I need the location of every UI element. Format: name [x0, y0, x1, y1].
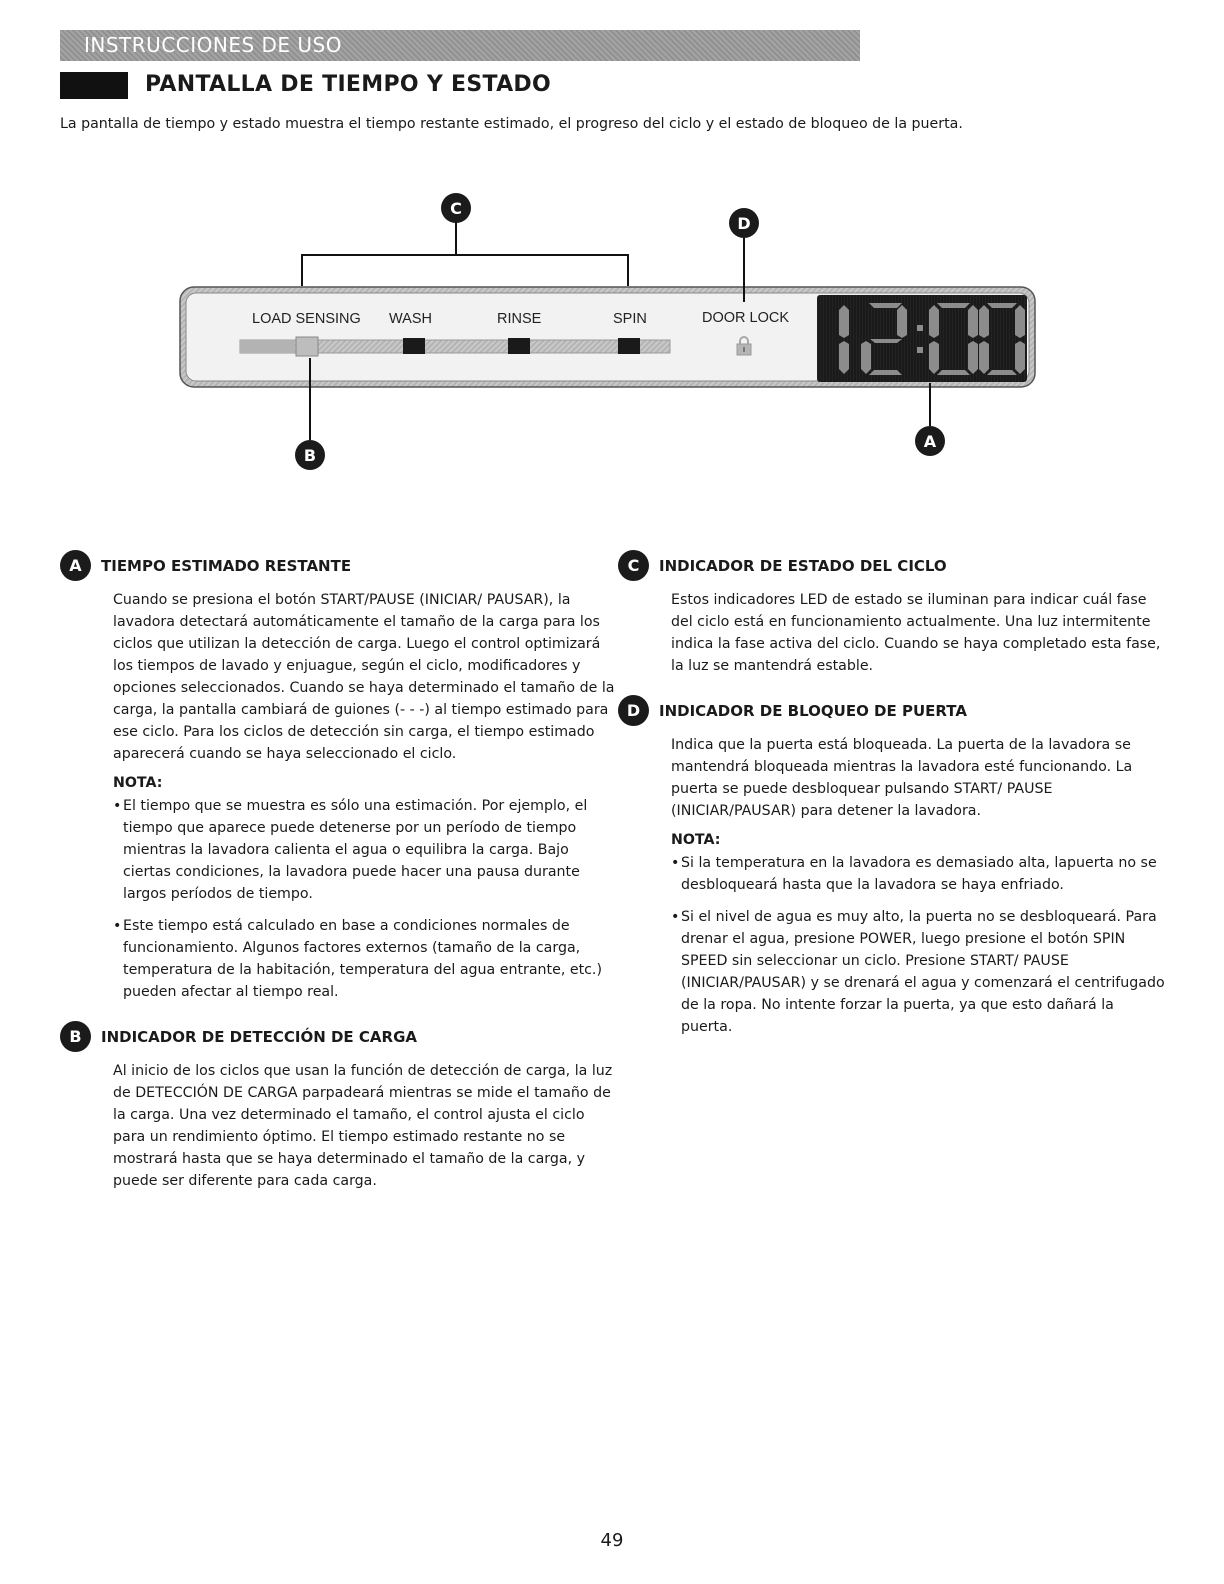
- section-a-nota: NOTA:: [113, 775, 163, 791]
- spin-led: [618, 338, 640, 354]
- time-display: [817, 295, 1027, 382]
- section-b-title: INDICADOR DE DETECCIÓN DE CARGA: [101, 1027, 417, 1046]
- progress-fill: [240, 340, 295, 353]
- left-column: [60, 550, 620, 1210]
- badge-c: C: [618, 550, 649, 581]
- callout-a-label: A: [923, 432, 937, 451]
- rinse-led: [508, 338, 530, 354]
- label-wash: WASH: [389, 311, 432, 327]
- section-c: [618, 550, 1168, 677]
- padlock-icon: [736, 335, 752, 356]
- label-load-sensing: LOAD SENSING: [252, 311, 361, 327]
- page-title: PANTALLA DE TIEMPO Y ESTADO: [145, 72, 551, 97]
- diagram-lines: [0, 0, 1224, 520]
- list-item: • Este tiempo está calculado en base a condiciones normales de funcionamiento. Algunos factores externos (tamaño de la carga, temperatura de la habitación, temperatura del agua entrante, etc.) pueden afectar al tiempo real.: [113, 915, 620, 1003]
- badge-d: D: [618, 695, 649, 726]
- label-spin: SPIN: [613, 311, 647, 327]
- callout-d-label: D: [737, 214, 751, 233]
- section-a-bullets: [113, 795, 620, 1003]
- badge-a: A: [60, 550, 91, 581]
- section-d-nota: NOTA:: [671, 832, 721, 848]
- wash-led: [403, 338, 425, 354]
- section-d-title: INDICADOR DE BLOQUEO DE PUERTA: [659, 701, 967, 720]
- section-d-bullets: [671, 852, 1168, 1038]
- list-item: • Si el nivel de agua es muy alto, la puerta no se desbloqueará. Para drenar el agua, presione POWER, luego presione el botón SPIN SPEED sin seleccionar un ciclo. Presione START/ PAUSE (INICIAR/PAUSAR) y se drenará el agua y comenzará el centrifugado de la ropa. No intente forzar la puerta, ya que esto dañará la puerta.: [671, 906, 1168, 1038]
- section-d: [618, 695, 1168, 1038]
- right-column: [618, 550, 1168, 1056]
- label-door-lock: DOOR LOCK: [702, 310, 790, 326]
- badge-b: B: [60, 1021, 91, 1052]
- list-item: • El tiempo que se muestra es sólo una estimación. Por ejemplo, el tiempo que aparece puede detenerse por un período de tiempo mientras la lavadora calienta el agua o equilibra la carga. Bajo ciertas condiciones, la lavadora puede hacer una pausa durante largos períodos de tiempo.: [113, 795, 620, 905]
- callout-c-label: C: [450, 199, 462, 218]
- time-display-value: 12:00: [920, 379, 924, 380]
- load-sensing-led: [296, 337, 318, 356]
- section-c-title: INDICADOR DE ESTADO DEL CICLO: [659, 556, 947, 575]
- section-b-body: Al inicio de los ciclos que usan la función de detección de carga, la luz de DETECCIÓN DE CARGA parpadeará mientras se mide el tamaño de la carga. Una vez determinado el tamaño, el control ajusta el ciclo para un rendimiento óptimo. El tiempo estimado restante no se mostrará hasta que se haya determinado el tamaño de la carga, y puede ser diferente para cada carga.: [113, 1063, 613, 1189]
- section-a-title: TIEMPO ESTIMADO RESTANTE: [101, 556, 352, 575]
- section-b: [60, 1021, 620, 1192]
- intro-text: La pantalla de tiempo y estado muestra el tiempo restante estimado, el progreso del ciclo y el estado de bloqueo de la puerta.: [60, 116, 963, 132]
- section-a-body: Cuando se presiona el botón START/PAUSE (INICIAR/ PAUSAR), la lavadora detectará automáticamente el tamaño de la carga para los ciclos que utilizan la detección de carga. Luego el control optimizará los tiempos de lavado y enjuague, según el ciclo, modificadores y opciones seleccionados. Cuando se haya determinado el tamaño de la carga, la pantalla cambiará de guiones (- - -) al tiempo estimado para ese ciclo. Para los ciclos de detección sin carga, el tiempo estimado aparecerá cuando se haya seleccionado el ciclo.: [113, 592, 615, 762]
- section-a: [60, 550, 620, 1003]
- seven-segment-digits: [817, 295, 1027, 382]
- label-rinse: RINSE: [497, 311, 542, 327]
- list-item: • Si la temperatura en la lavadora es demasiado alta, lapuerta no se desbloqueará hasta que la lavadora se haya enfriado.: [671, 852, 1168, 896]
- page-number: 49: [600, 1530, 624, 1551]
- section-c-body: Estos indicadores LED de estado se iluminan para indicar cuál fase del ciclo está en funcionamiento actualmente. Una luz intermitente indica la fase activa del ciclo. Cuando se haya completado esta fase, la luz se mantendrá estable.: [671, 592, 1161, 674]
- section-d-body: Indica que la puerta está bloqueada. La puerta de la lavadora se mantendrá bloqueada mientras la lavadora esté funcionando. La puerta se puede desbloquear pulsando START/ PAUSE (INICIAR/PAUSAR) para detener la lavadora.: [671, 737, 1133, 819]
- banner-text: INSTRUCCIONES DE USO: [84, 33, 342, 57]
- control-panel-diagram: [0, 0, 1224, 520]
- callout-b-label: B: [303, 446, 317, 465]
